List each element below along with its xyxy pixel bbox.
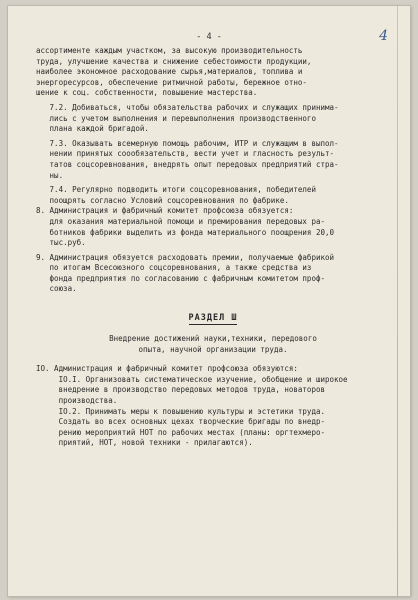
text-line: по итогам Всесоюзного соцсоревнования, а также средства из [36,263,312,273]
text-line: 7.4. Регулярно подводить итоги соцсоревнования, победителей [36,185,316,195]
text-line: поощрять согласно Условий соцсоревнования по фабрике. [36,195,289,205]
text-line: лись с учетом выполнения и перевыполнения производственного [36,113,316,123]
text-line: для оказания материальной помощи и премирования передовых ра- [36,216,325,226]
text-line: производства. [36,396,118,406]
section-heading: РАЗДЕЛ Ш [188,313,238,324]
text-line: ны. [36,170,64,180]
text-line: 9. Администрация обязуется расходовать премии, получаемые фабрикой [36,252,335,262]
paragraph-continuation [36,46,390,99]
page-fold [397,6,398,596]
text-line: IO.2. Принимать меры к повышению культуры и эстетики труда. [36,406,325,416]
text-line: внедрение в производство передовых методов труда, новаторов [36,385,325,395]
clause-10 [36,364,390,449]
text-line: 7.2. Добиваться, чтобы обязательства рабочих и служащих принима- [36,102,339,112]
text-line: труда, улучшение качества и снижение себестоимости продукции, [36,56,312,66]
clause-7-3 [36,139,390,181]
page-number: - 4 - [196,32,222,42]
document-page [8,6,410,596]
document-body [36,46,390,449]
section-subtitle-line: опыта, научной организации труда. [138,344,288,354]
text-line: шение к соц. собственности, повышение мастерства. [36,88,258,98]
text-line: фонда предприятия по согласованию с фабричным комитетом проф- [36,273,325,283]
text-line: IO.I. Организовать систематическое изучение, обобщение и широкое [36,374,348,384]
text-line: приятий, НОТ, новой техники - прилагаются). [36,438,253,448]
text-line: 8. Администрация и фабричный комитет профсоюза обязуется: [36,206,294,216]
text-line: татов соцсоревнования, внедрять опыт передовых предприятий стра- [36,159,339,169]
text-line: тыс.руб. [36,238,86,248]
section-subtitle-line: Внедрение достижений науки,техники, передового [109,334,317,344]
clause-7-2 [36,103,390,135]
text-line: плана каждой бригадой. [36,124,149,134]
section-heading-wrap [36,313,390,325]
text-line: нении принятых соообязательств, вести учет и гласность результ- [36,149,335,159]
text-line: энергоресурсов, обеспечение ритмичной работы, бережное отно- [36,77,307,87]
clause-7-4-and-8 [36,185,390,249]
text-line: ассортименте каждым участком, за высокую производительность [36,46,303,55]
text-line: наиболее экономное расходование сырья,материалов, топлива и [36,67,303,77]
text-line: союза. [36,284,77,294]
text-line: 7.3. Оказывать всемерную помощь рабочим, ИТР и служащим в выпол- [36,138,339,148]
handwritten-page-mark: 4 [379,28,388,44]
text-line: рению мероприятий НОТ по рабочих местах (планы: оргтехмеро- [36,427,325,437]
clause-9 [36,253,390,295]
text-line: IO. Администрация и фабричный комитет профсоюза обязуются: [36,364,298,374]
text-line: Создать во всех основных цехах творческие бригады по внедр- [36,417,325,427]
text-line: ботников фабрики выделить из фонда материального поощрения 20,0 [36,227,335,237]
